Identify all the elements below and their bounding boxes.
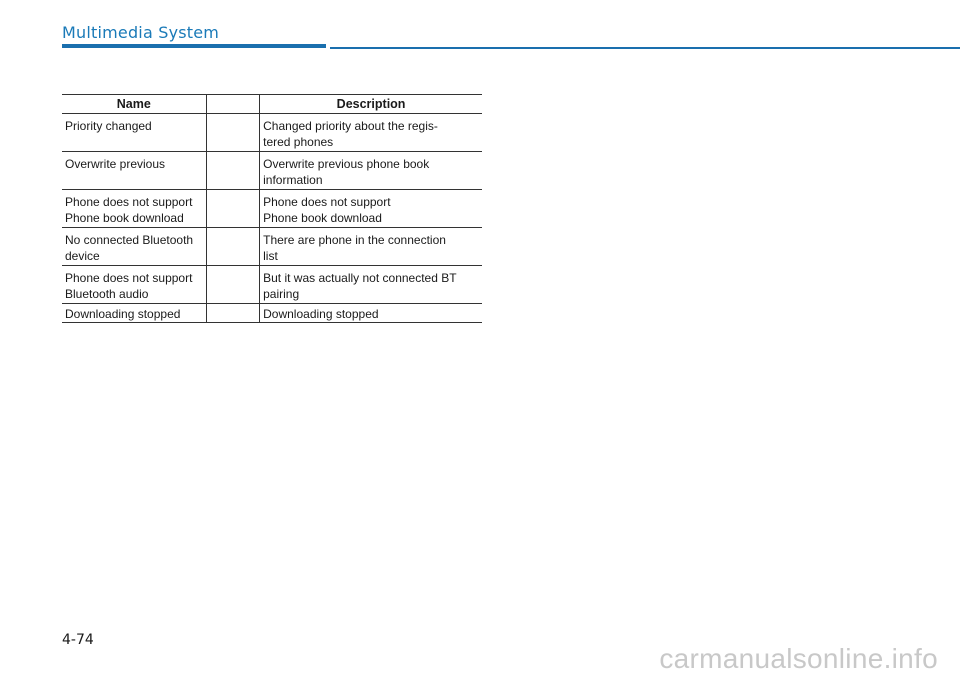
row-name: Phone does not support Bluetooth audio <box>62 266 206 304</box>
row-spacer <box>206 266 260 304</box>
row-spacer <box>206 304 260 323</box>
row-description: Changed priority about the regis- tered phones <box>260 114 482 152</box>
row-spacer <box>206 228 260 266</box>
table-row <box>62 114 482 152</box>
watermark: carmanualsonline.info <box>659 643 938 674</box>
page-number: 4-74 <box>62 632 94 648</box>
row-spacer <box>206 152 260 190</box>
row-name: No connected Bluetooth device <box>62 228 206 266</box>
table-header-row <box>62 95 482 114</box>
table-row <box>62 304 482 323</box>
header-rule-thin <box>330 47 960 49</box>
row-description: Downloading stopped <box>260 304 482 323</box>
row-name: Overwrite previous <box>62 152 206 190</box>
row-spacer <box>206 190 260 228</box>
message-table <box>62 94 482 323</box>
table-row <box>62 228 482 266</box>
column-header-name: Name <box>62 95 206 114</box>
row-description: Overwrite previous phone book information <box>260 152 482 190</box>
row-name: Phone does not support Phone book download <box>62 190 206 228</box>
row-spacer <box>206 114 260 152</box>
row-description: But it was actually not connected BT pairing <box>260 266 482 304</box>
table-row <box>62 152 482 190</box>
column-header-spacer <box>206 95 260 114</box>
row-name: Priority changed <box>62 114 206 152</box>
table-row <box>62 190 482 228</box>
column-header-description: Description <box>260 95 482 114</box>
row-description: There are phone in the connection list <box>260 228 482 266</box>
row-description: Phone does not support Phone book download <box>260 190 482 228</box>
section-title: Multimedia System <box>62 23 220 42</box>
row-name: Downloading stopped <box>62 304 206 323</box>
table-row <box>62 266 482 304</box>
header-rule-thick <box>62 44 326 48</box>
